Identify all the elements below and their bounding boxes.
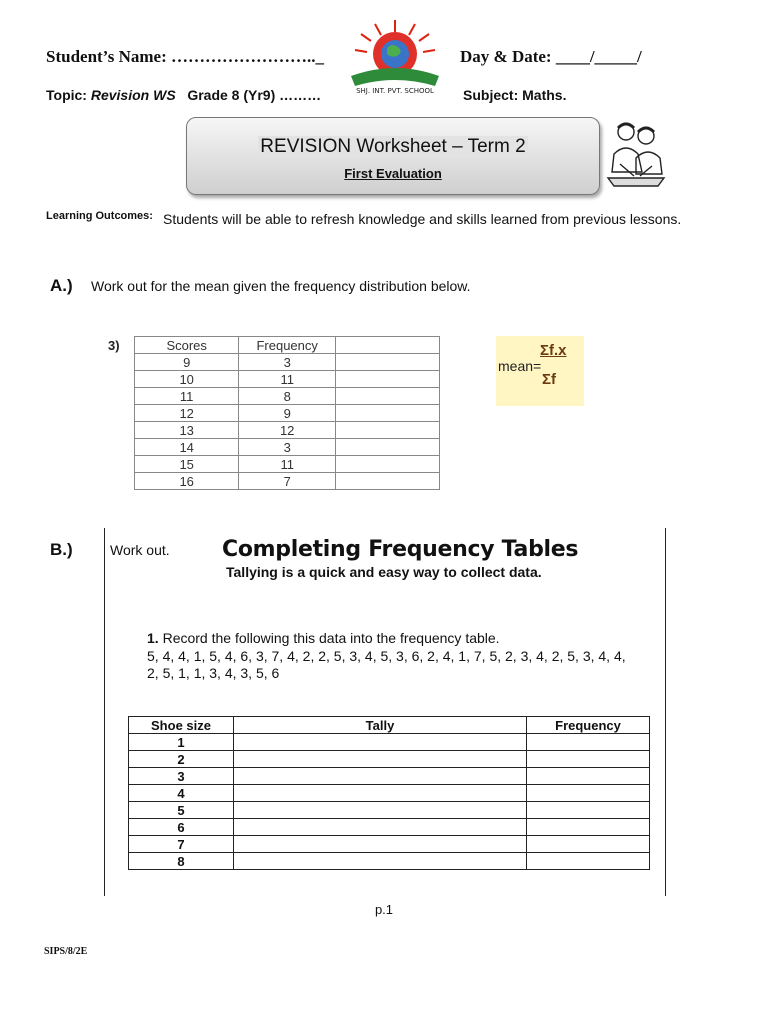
frequency-header: Frequency [527, 717, 650, 734]
tally-cell[interactable] [234, 751, 527, 768]
section-a-letter: A.) [50, 276, 73, 295]
shoe-size-header: Shoe size [129, 717, 234, 734]
blank-cell [336, 422, 440, 439]
table-row [135, 422, 440, 439]
table-row [129, 768, 650, 785]
frequency-cell: 8 [239, 388, 336, 405]
frequency-cell[interactable] [527, 802, 650, 819]
tally-cell[interactable] [234, 836, 527, 853]
question-1 [147, 630, 500, 646]
shoe-size-cell: 1 [129, 734, 234, 751]
mean-label: mean= [498, 358, 542, 374]
worksheet-title: REVISION Worksheet – Term 2 [260, 136, 526, 157]
frequency-cell: 3 [239, 354, 336, 371]
shoe-size-cell: 7 [129, 836, 234, 853]
student-name-field: Student’s Name: …………………….._ [46, 47, 324, 66]
table-row [135, 473, 440, 490]
table-row [135, 354, 440, 371]
school-logo [345, 18, 445, 100]
tally-header: Tally [234, 717, 527, 734]
mean-formula [496, 336, 584, 406]
table-row [135, 405, 440, 422]
section-a-instruction: Work out for the mean given the frequency distribution below. [91, 278, 471, 294]
worksheet-subtitle: First Evaluation [344, 166, 442, 181]
table-row [135, 439, 440, 456]
score-cell: 9 [135, 354, 239, 371]
frequency-cell[interactable] [527, 751, 650, 768]
frequency-cell[interactable] [527, 836, 650, 853]
table-row [135, 371, 440, 388]
frequency-cell: 3 [239, 439, 336, 456]
page-number: p.1 [374, 902, 394, 917]
frequency-cell[interactable] [527, 768, 650, 785]
blank-cell [336, 456, 440, 473]
scores-table-block [108, 336, 440, 496]
frequency-cell: 11 [239, 456, 336, 473]
frequency-cell[interactable] [527, 785, 650, 802]
table-row [129, 819, 650, 836]
tally-cell[interactable] [234, 734, 527, 751]
extra-column-header [336, 337, 440, 354]
day-date-field: Day & Date: ____/_____/ [460, 47, 642, 66]
topic-line [46, 87, 321, 103]
score-cell: 14 [135, 439, 239, 456]
scores-frequency-table [134, 336, 440, 490]
learning-outcomes-label: Learning Outcomes: [46, 210, 153, 222]
subject-label: Subject: Maths. [463, 87, 567, 103]
frequency-cell: 11 [239, 371, 336, 388]
title-banner [186, 117, 600, 195]
frequency-cell[interactable] [527, 853, 650, 870]
tally-cell[interactable] [234, 768, 527, 785]
frequency-cell: 9 [239, 405, 336, 422]
formula-denominator: Σf [542, 371, 556, 388]
table-row [135, 456, 440, 473]
document-code: SIPS/8/2E [44, 946, 88, 957]
table-row [129, 836, 650, 853]
table-row [135, 388, 440, 405]
left-divider [104, 528, 105, 896]
shoe-size-cell: 5 [129, 802, 234, 819]
learning-outcomes-text: Students will be able to refresh knowledge and skills learned from previous lessons. [163, 211, 682, 227]
blank-cell [336, 473, 440, 490]
formula-numerator: Σf.x [540, 342, 567, 359]
blank-cell [336, 354, 440, 371]
score-cell: 15 [135, 456, 239, 473]
frequency-header: Frequency [239, 337, 336, 354]
tally-cell[interactable] [234, 785, 527, 802]
data-values-line-2: 2, 5, 1, 1, 3, 4, 3, 5, 6 [147, 665, 280, 681]
score-cell: 11 [135, 388, 239, 405]
tally-cell[interactable] [234, 819, 527, 836]
frequency-cell[interactable] [527, 734, 650, 751]
frequency-tables-title: Completing Frequency Tables [222, 537, 579, 562]
score-cell: 10 [135, 371, 239, 388]
score-cell: 12 [135, 405, 239, 422]
students-clipart [600, 120, 670, 190]
data-values-line-1: 5, 4, 4, 1, 5, 4, 6, 3, 7, 4, 2, 2, 5, 3, 4, 5, 3, 6, 2, 4, 1, 7, 5, 2, 3, 4, 2, 5, 3, 4, 4, [147, 648, 626, 664]
blank-cell [336, 405, 440, 422]
question-number: 3) [108, 338, 120, 353]
score-cell: 16 [135, 473, 239, 490]
right-divider [665, 528, 666, 896]
frequency-cell: 12 [239, 422, 336, 439]
shoe-size-frequency-table [128, 716, 650, 870]
table-row [129, 853, 650, 870]
shoe-size-cell: 6 [129, 819, 234, 836]
table-row [129, 785, 650, 802]
frequency-cell[interactable] [527, 819, 650, 836]
frequency-cell: 7 [239, 473, 336, 490]
section-b-instruction: Work out. [110, 542, 170, 558]
table-row [129, 751, 650, 768]
topic-value: Revision WS [90, 87, 176, 103]
frequency-tables-subtitle: Tallying is a quick and easy way to collect data. [226, 564, 542, 580]
logo-text: SHJ. INT. PVT. SCHOOL [356, 87, 434, 95]
blank-cell [336, 439, 440, 456]
score-cell: 13 [135, 422, 239, 439]
shoe-size-cell: 2 [129, 751, 234, 768]
shoe-size-cell: 3 [129, 768, 234, 785]
tally-cell[interactable] [234, 853, 527, 870]
tally-cell[interactable] [234, 802, 527, 819]
section-b-letter: B.) [50, 540, 73, 559]
shoe-size-cell: 8 [129, 853, 234, 870]
shoe-size-cell: 4 [129, 785, 234, 802]
blank-cell [336, 371, 440, 388]
scores-header: Scores [135, 337, 239, 354]
grade-label: Grade 8 (Yr9) ……… [187, 87, 322, 103]
blank-cell [336, 388, 440, 405]
question-1-text: Record the following this data into the frequency table. [162, 630, 500, 646]
topic-label: Topic: [46, 87, 87, 103]
table-row [129, 734, 650, 751]
question-1-number: 1. [147, 630, 159, 646]
table-row [129, 802, 650, 819]
